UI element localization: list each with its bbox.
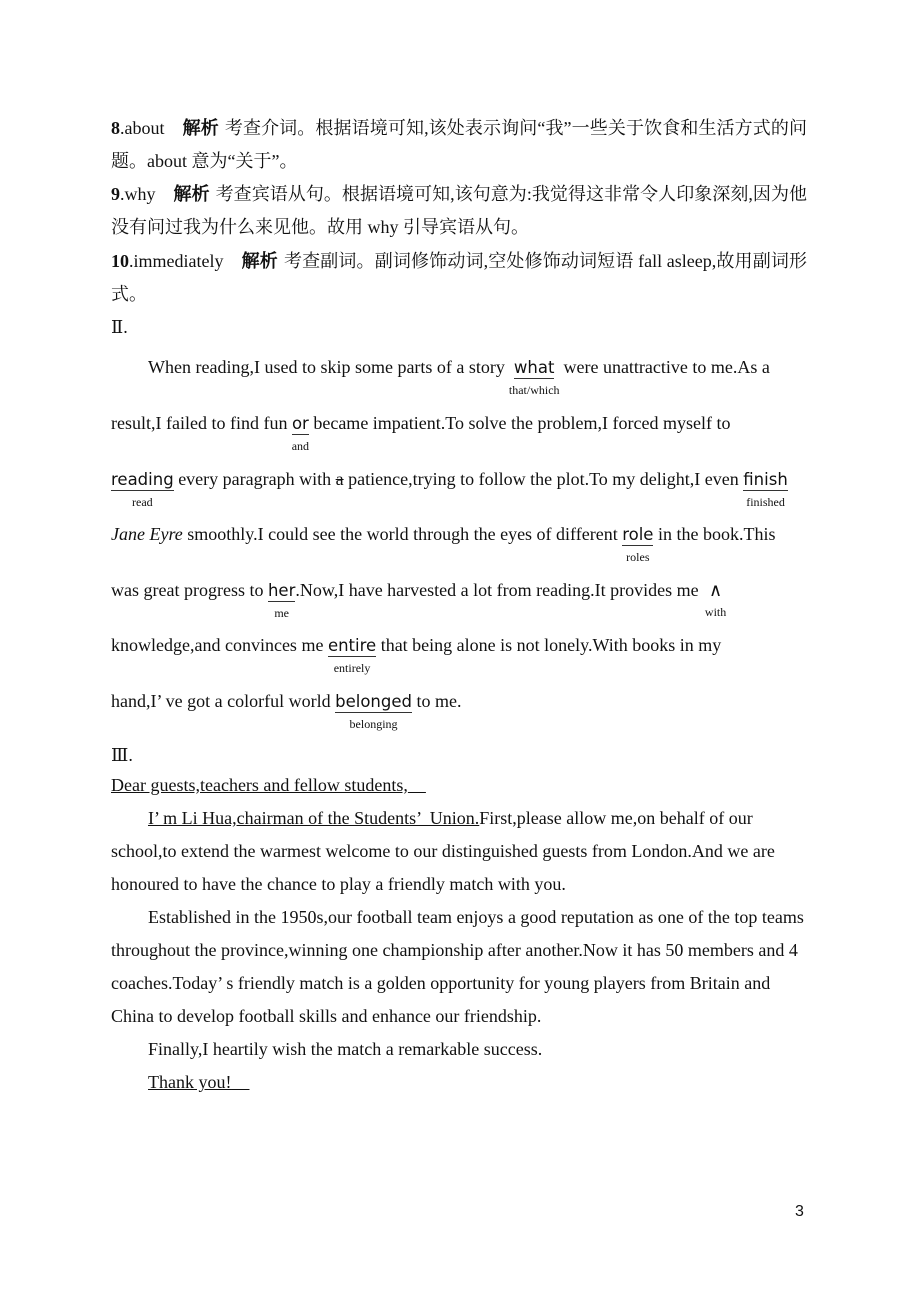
speaker-intro: I’ m Li Hua,chairman of the Students’ Union.: [148, 808, 480, 828]
letter-body: [111, 769, 807, 1099]
text: .Now,I have harvested a lot from reading.It provides me: [295, 580, 708, 600]
text: When reading,I used to skip some parts of a story: [148, 357, 514, 377]
analysis-label: 解析: [241, 251, 278, 271]
paragraph-3: Finally,I heartily wish the match a remarkable success.: [148, 1039, 543, 1059]
text: to me.: [411, 691, 462, 711]
correction: me: [274, 606, 290, 620]
correction: finished: [746, 495, 785, 509]
paragraph-1: First,please allow me,on behalf of our school,to extend the warmest welcome to our distinguished guests from London.And we are honoured to have the chance to play a friendly match with you.: [111, 808, 780, 894]
answer-word: .why: [120, 184, 156, 204]
text: result,I failed to find fun: [111, 413, 292, 433]
text: smoothly.I could see the world through the eyes of different: [182, 524, 623, 544]
error-word: [508, 358, 560, 397]
correction: belonging: [349, 717, 398, 731]
error-word: [335, 692, 412, 731]
page-number: 3: [795, 1203, 804, 1220]
error-text: her: [267, 581, 296, 600]
error-word: [327, 636, 377, 675]
answer-number: 9: [111, 184, 120, 204]
answer-word: .immediately: [129, 251, 224, 271]
insert-caret: [704, 579, 727, 619]
error-text: finish: [743, 470, 788, 489]
text: became impatient.To solve the problem,I forced myself to: [308, 413, 731, 433]
analysis-text: 考查副词。副词修饰动词,空处修饰动词短语 fall asleep,故用副词形式。: [111, 251, 808, 304]
error-word: [291, 414, 310, 453]
answer-number: 10: [111, 251, 129, 271]
correction: with: [704, 605, 727, 619]
error-word: [622, 525, 654, 564]
error-word: [267, 581, 296, 620]
answer-word: .about: [120, 118, 165, 138]
correction: and: [291, 439, 310, 453]
closing: Thank you!: [148, 1072, 232, 1092]
analysis-label: 解析: [173, 184, 210, 204]
text: that being alone is not lonely.With books in my: [376, 635, 722, 655]
error-word: [743, 470, 788, 509]
passage-line: [111, 523, 776, 564]
text: was great progress to: [111, 580, 268, 600]
error-text: belonged: [335, 692, 412, 711]
text: every paragraph with: [173, 469, 336, 489]
passage-line: [148, 356, 770, 397]
salutation: Dear guests,teachers and fellow students,: [111, 775, 408, 795]
text: hand,I’ ve got a colorful world: [111, 691, 336, 711]
answer-number: 8: [111, 118, 120, 138]
correction: that/which: [508, 383, 560, 397]
text: patience,trying to follow the plot.To my delight,I even: [343, 469, 744, 489]
caret-mark: ∧: [708, 580, 723, 600]
error-text: what: [513, 358, 555, 377]
passage-line: [111, 690, 462, 731]
passage-line: [111, 579, 727, 620]
error-word: [111, 470, 174, 509]
analysis-label: 解析: [182, 118, 219, 138]
text: knowledge,and convinces me: [111, 635, 328, 655]
error-text: entire: [327, 636, 377, 655]
passage-line: [111, 634, 722, 675]
correction: roles: [626, 550, 650, 564]
correction: entirely: [333, 661, 371, 675]
passage-line: [111, 468, 788, 509]
answer-10: [111, 245, 807, 311]
error-text: role: [622, 525, 654, 544]
section-3-heading: Ⅲ.: [111, 745, 133, 765]
error-text: or: [291, 414, 309, 433]
correction: read: [132, 495, 153, 509]
text: were unattractive to me.As a: [554, 357, 770, 377]
passage-line: [111, 412, 731, 453]
answer-9: [111, 178, 807, 244]
paragraph-2: Established in the 1950s,our football team enjoys a good reputation as one of the top teams throughout the province,winning one championship after another.Now it has 50 members and 4 coaches.Today’ s friendly match is a golden opportunity for young players from Britain and China to develop football skills and enhance our friendship.: [111, 907, 809, 1026]
book-title: Jane Eyre: [111, 524, 183, 544]
deleted-word: a: [335, 469, 344, 489]
section-2-heading: Ⅱ.: [111, 317, 128, 337]
text: in the book.This: [653, 524, 776, 544]
analysis-text: 考查介词。根据语境可知,该处表示询问“我”一些关于饮食和生活方式的问题。about 意为“关于”。: [111, 118, 807, 171]
analysis-text: 考查宾语从句。根据语境可知,该句意为:我觉得这非常令人印象深刻,因为他没有问过我为什么来见他。故用 why 引导宾语从句。: [111, 184, 808, 237]
answer-8: [111, 112, 807, 178]
error-text: reading: [111, 470, 174, 489]
